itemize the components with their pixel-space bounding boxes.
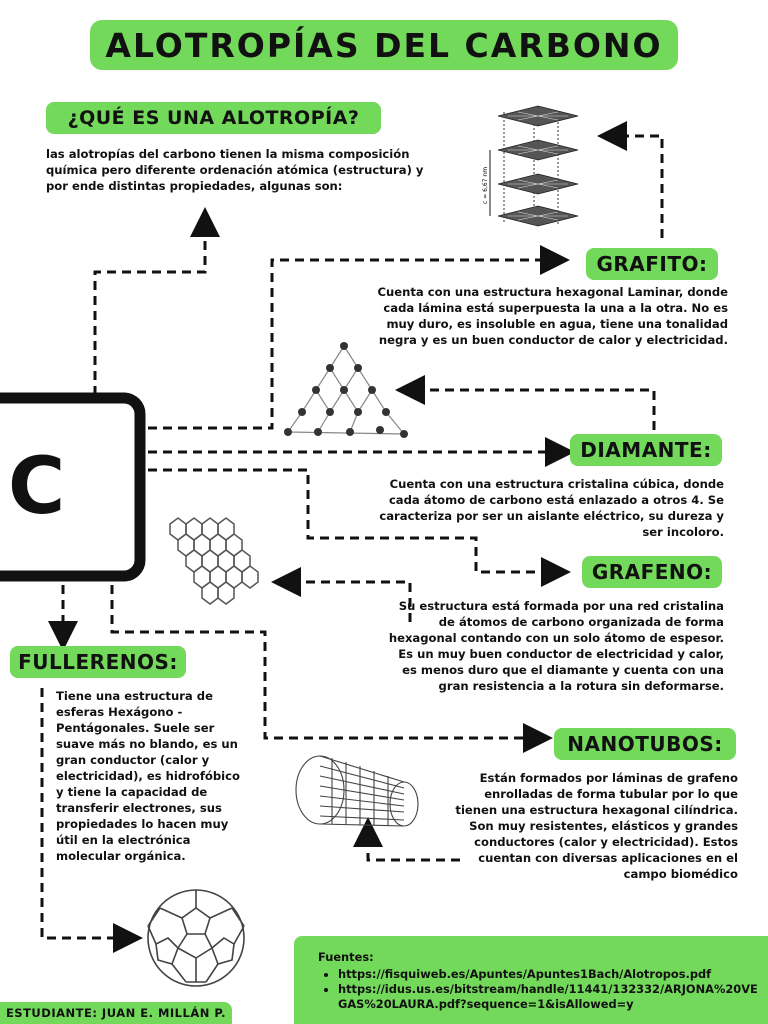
fullerenos-text: Tiene una estructura de esferas Hexágono - Pentágonales. Suele ser suave más no blando, es un gran conductor (calor y electricidad), es hidrofóbico y tiene la capacidad de transferir electrones, sus propiedades lo hacen muy útil en la electrónica molecular orgánica. — [56, 689, 240, 863]
page-title: ALOTROPÍAS DEL CARBONO — [90, 20, 678, 70]
graphene-structure-icon — [156, 504, 266, 612]
arrow-grafito-image — [612, 136, 662, 238]
sources-label: Fuentes: — [318, 950, 374, 964]
sources-box — [294, 936, 768, 1024]
nanotubos-heading: NANOTUBOS: — [554, 728, 736, 760]
grafeno-text: Su estructura está formada por una red cristalina de átomos de carbono organizada de forma hexagonal contando con un solo átomo de espesor. Es un muy buen conductor de electricidad y calor, es menos duro que el diamante y cuenta con una gran resistencia a la rotura sin deformarse. — [388, 599, 724, 693]
intro-heading: ¿QUÉ ES UNA ALOTROPÍA? — [46, 102, 381, 134]
grafito-heading: GRAFITO: — [586, 248, 718, 280]
fullerene-structure-icon — [138, 886, 254, 990]
element-symbol: C — [8, 442, 66, 532]
sources-list — [318, 967, 758, 1012]
graphite-structure-icon — [478, 104, 590, 232]
diamante-heading: DIAMANTE: — [570, 434, 722, 466]
grafeno-heading: GRAFENO: — [582, 556, 722, 588]
nanotubos-text: Están formados por láminas de grafeno enrolladas de forma tubular por lo que tienen una estructura hexagonal cilíndrica. Son muy resistentes, elásticos y grandes conductores (calor y electricidad). Estos cuentan con diversas aplicaciones en el campo biomédico — [455, 771, 738, 881]
nanotube-structure-icon — [292, 752, 428, 834]
intro-text: las alotropías del carbono tienen la misma composición química pero diferente ordenación atómica (estructura) y por ende distintas propiedades, algunas son: — [46, 147, 424, 193]
arrow-diamante-image — [410, 390, 654, 430]
fullerenos-heading: FULLERENOS: — [10, 646, 186, 678]
grafito-text: Cuenta con una estructura hexagonal Laminar, donde cada lámina está superpuesta la una a la otra. No es muy duro, es insoluble en agua, tiene una tonalidad negra y es un buen conductor de calor y electricidad. — [377, 285, 728, 347]
diamond-structure-icon — [280, 338, 416, 442]
arrow-to-intro — [95, 222, 205, 395]
source-link[interactable]: • https://idus.us.es/bitstream/handle/11441/132332/ARJONA%20VEGAS%20LAURA.pdf?sequence=1&isAllowed=y — [338, 982, 758, 1012]
diamante-text: Cuenta con una estructura cristalina cúbica, donde cada átomo de carbono está enlazado a otros 4. Se caracteriza por ser un aislante eléctrico, su dureza y ser incoloro. — [379, 477, 724, 539]
student-credit: ESTUDIANTE: JUAN E. MILLÁN P. — [0, 1002, 232, 1024]
graphite-dimension-label: c = 6,67 nm — [482, 166, 489, 204]
source-link[interactable]: • https://fisquiweb.es/Apuntes/Apuntes1Bach/Alotropos.pdf — [338, 967, 758, 982]
